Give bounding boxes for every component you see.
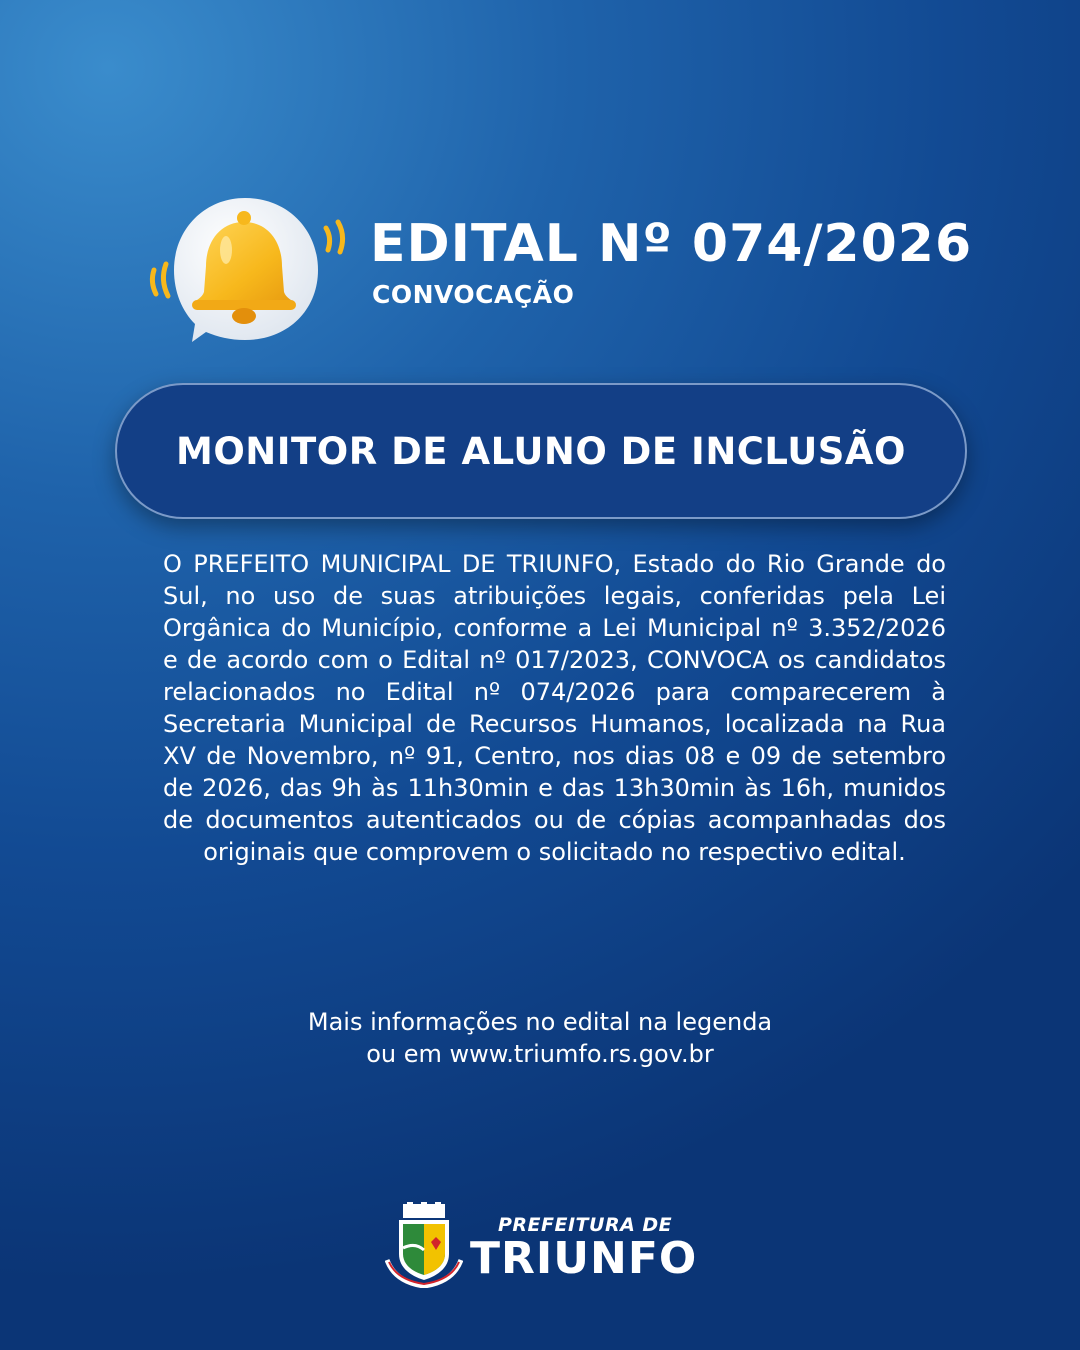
prefeitura-logo [385,1202,705,1290]
logo-big-text: TRIUNFO [470,1233,698,1284]
more-info [0,1006,1080,1070]
bell-icon [140,192,350,352]
coat-of-arms-icon [385,1202,463,1288]
more-info-line-1: Mais informações no edital na legenda [307,1008,773,1036]
headline [370,212,972,309]
notification-bell [140,192,350,352]
announcement-paragraph: O PREFEITO MUNICIPAL DE TRIUNFO, Estado do Rio Grande do Sul, no uso de suas atribuições legais, conferidas pela Lei Orgânica do Município, conforme a Lei Municipal nº 3.352/2026 e de acordo com o Edital nº 017/2023, CONVOCA os candidatos relacionados no Edital nº 074/2026 para comparecerem à Secretaria Municipal de Recursos Humanos, localizada na Rua XV de Novembro, nº 91, Centro, nos dias 08 e 09 de setembro de 2026, das 9h às 11h30min e das 13h30min às 16h, munidos de documentos autenticados ou de cópias acompanhadas dos originais que comprovem o solicitado no respectivo edital. [163,550,946,866]
page-subtitle: CONVOCAÇÃO [372,280,575,309]
logo-text [470,1214,697,1282]
logo-small-text: PREFEITURA DE [498,1214,673,1236]
more-info-line-2: ou em www.triumfo.rs.gov.br [366,1040,714,1068]
page-title: EDITAL Nº 074/2026 [370,214,973,274]
role-banner [115,383,967,519]
role-banner-text: MONITOR DE ALUNO DE INCLUSÃO [176,429,906,473]
